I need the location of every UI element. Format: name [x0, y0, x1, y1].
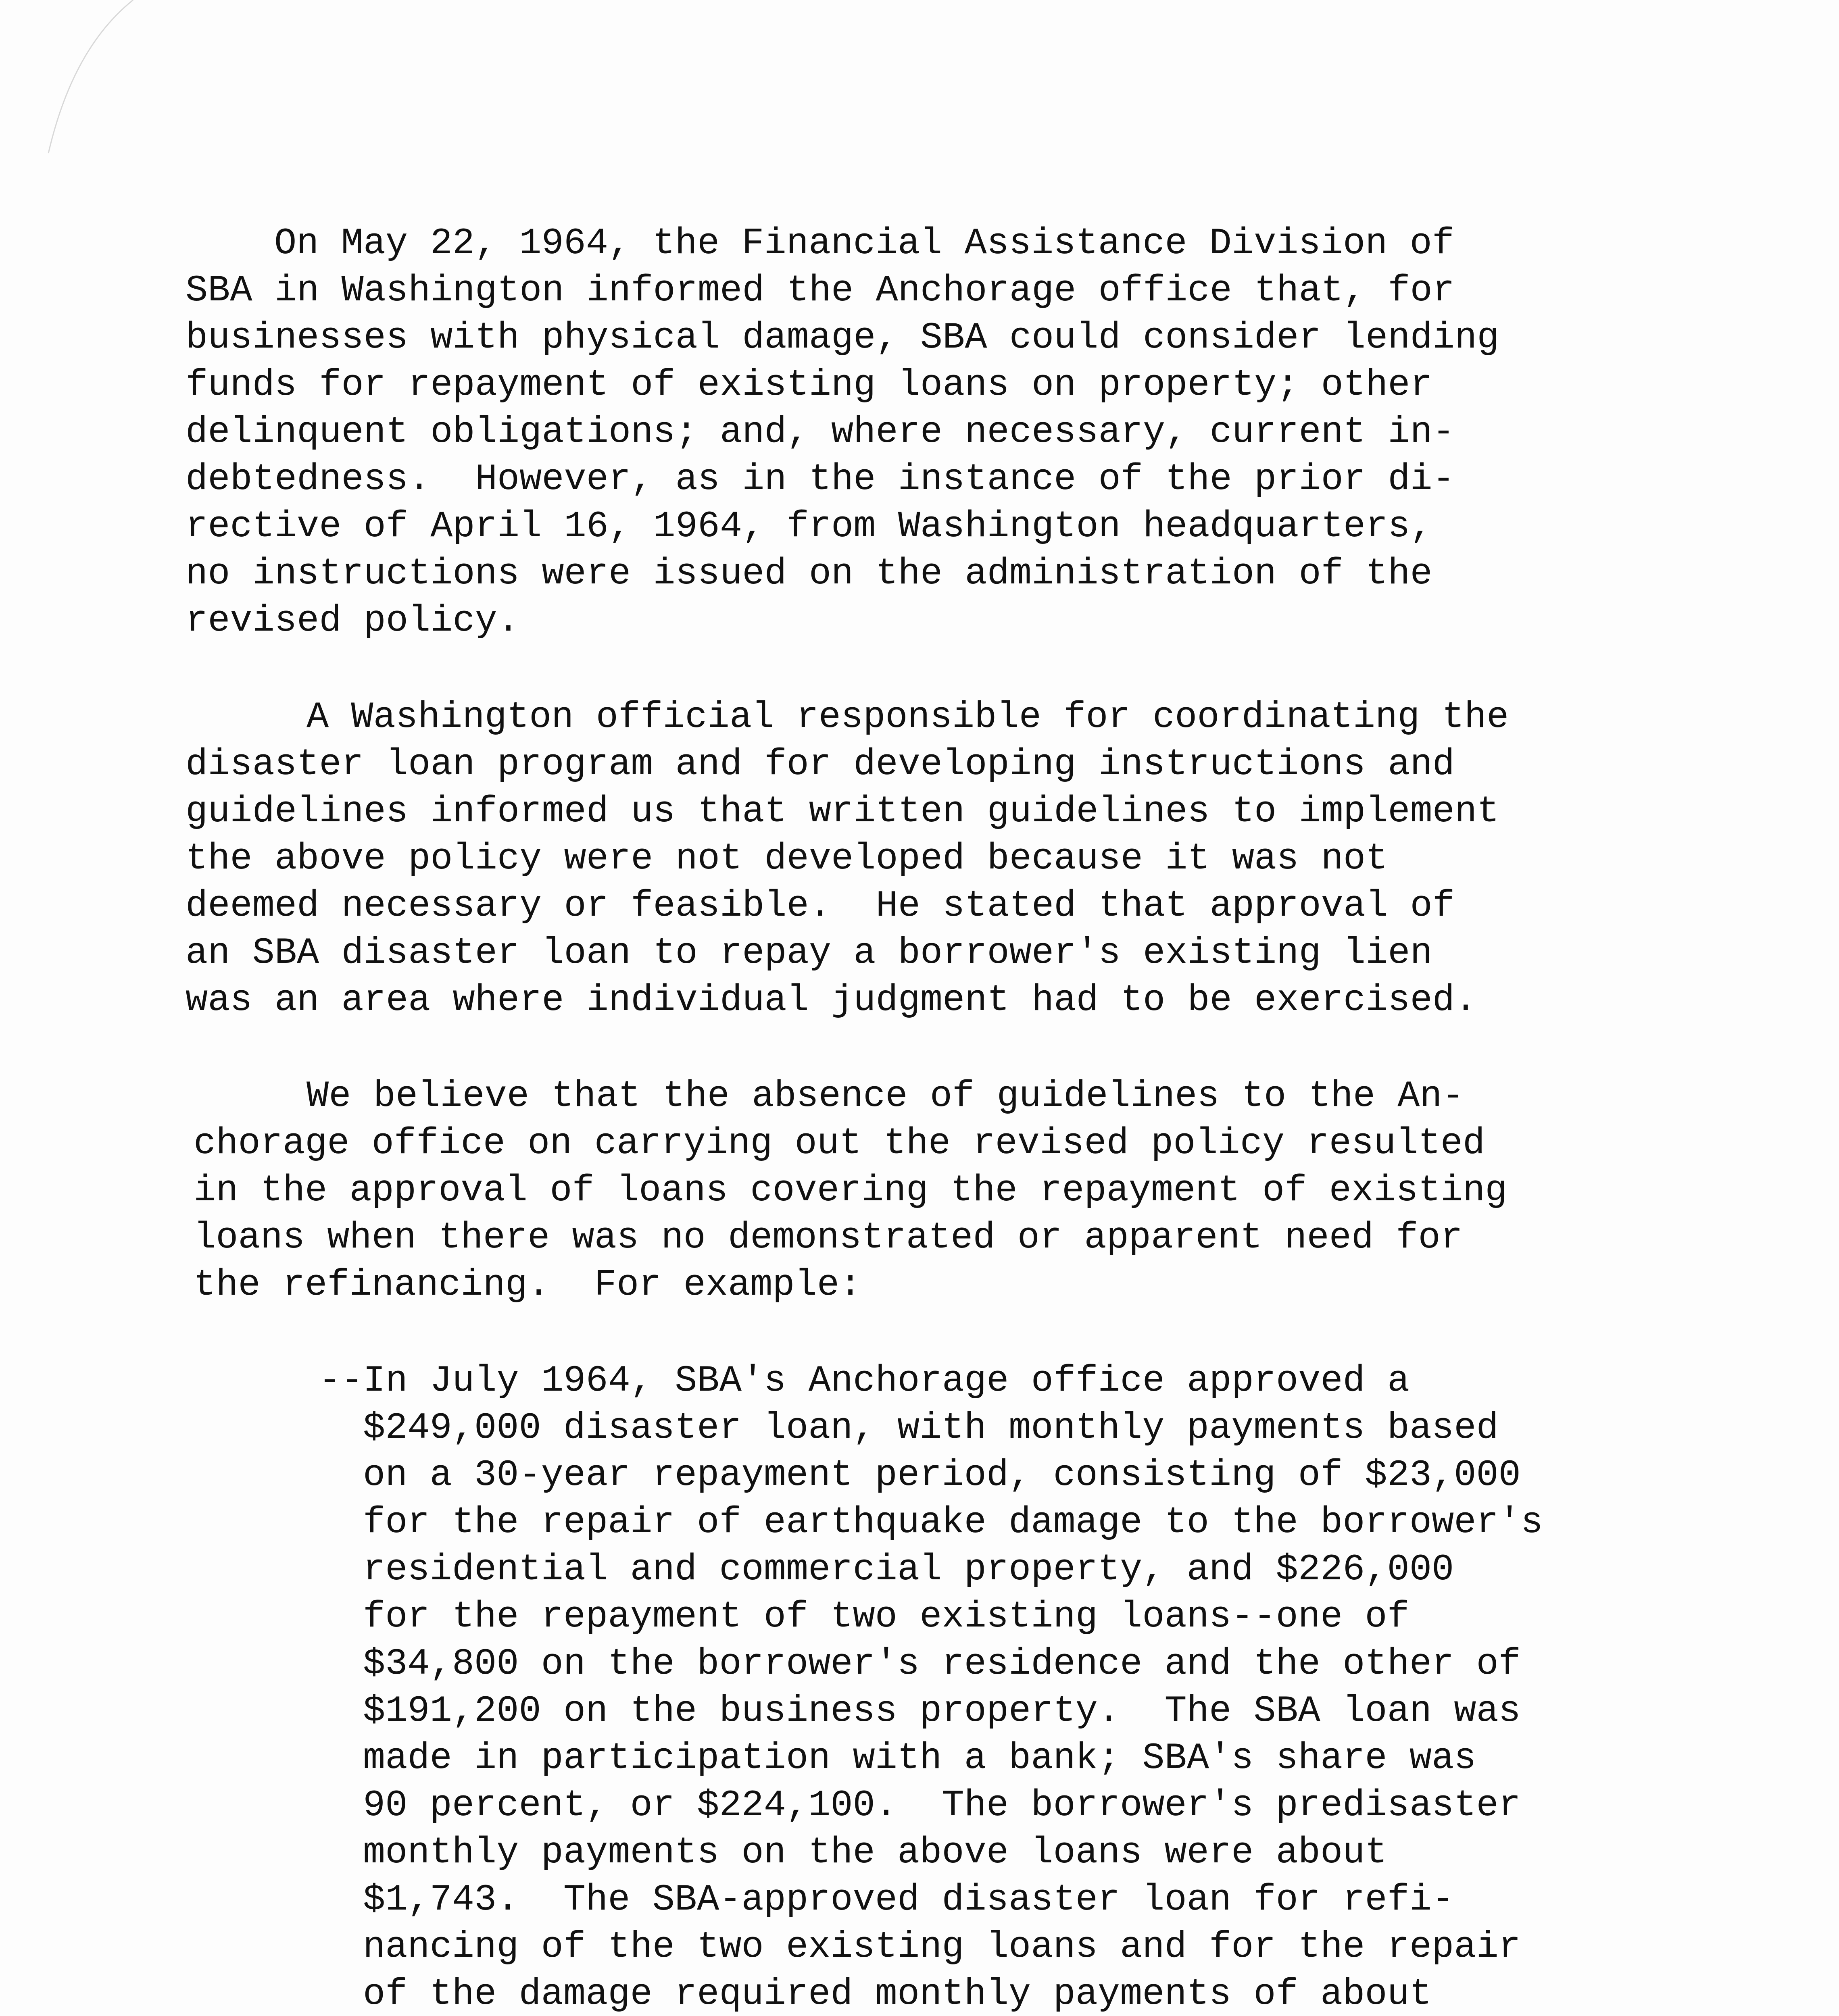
text-line: A Washington official responsible for coordinating the	[306, 696, 1509, 738]
text-line: for the repair of earthquake damage to the borrower's	[363, 1501, 1543, 1543]
text-line: monthly payments on the above loans were about	[363, 1831, 1387, 1874]
text-line: delinquent obligations; and, where necessary, current in-	[186, 411, 1455, 453]
text-line: revised policy.	[186, 600, 520, 642]
text-line: in the approval of loans covering the repayment of existing	[194, 1169, 1507, 1212]
text-line: the refinancing. For example:	[194, 1264, 862, 1306]
text-line: We believe that the absence of guidelines to the An-	[306, 1075, 1464, 1117]
page-corner-mark	[0, 0, 169, 169]
text-line: funds for repayment of existing loans on property; other	[186, 364, 1432, 406]
text-line: SBA in Washington informed the Anchorage office that, for	[186, 269, 1455, 312]
text-line: debtedness. However, as in the instance of the prior di-	[186, 458, 1455, 500]
text-line: was an area where individual judgment had to be exercised.	[186, 979, 1477, 1021]
text-line: disaster loan program and for developing instructions and	[186, 743, 1455, 785]
text-line: $249,000 disaster loan, with monthly payments based	[363, 1407, 1499, 1449]
text-line: on a 30-year repayment period, consisting of $23,000	[363, 1454, 1521, 1496]
text-line: guidelines informed us that written guidelines to implement	[186, 790, 1499, 833]
text-line: --In July 1964, SBA's Anchorage office approved a	[319, 1360, 1410, 1402]
text-line: for the repayment of two existing loans--one of	[363, 1595, 1409, 1638]
text-line: the above policy were not developed because it was not	[186, 837, 1388, 880]
text-line: nancing of the two existing loans and for the repair	[363, 1926, 1521, 1968]
text-line: $1,743. The SBA-approved disaster loan for refi-	[363, 1879, 1454, 1921]
text-line: businesses with physical damage, SBA could consider lending	[186, 317, 1499, 359]
text-line: deemed necessary or feasible. He stated that approval of	[186, 885, 1455, 927]
text-line: 90 percent, or $224,100. The borrower's predisaster	[363, 1784, 1521, 1826]
text-line: On May 22, 1964, the Financial Assistance Division of	[274, 222, 1455, 264]
text-line: of the damage required monthly payments of about	[363, 1973, 1432, 2015]
text-line: made in participation with a bank; SBA's share was	[363, 1737, 1476, 1779]
text-line: $191,200 on the business property. The SBA loan was	[363, 1690, 1521, 1732]
text-line: chorage office on carrying out the revised policy resulted	[194, 1122, 1485, 1164]
text-line: $34,800 on the borrower's residence and the other of	[363, 1643, 1521, 1685]
text-line: no instructions were issued on the administration of the	[186, 552, 1432, 595]
text-line: residential and commercial property, and $226,000	[363, 1548, 1454, 1591]
text-line: rective of April 16, 1964, from Washington headquarters,	[186, 505, 1432, 548]
text-line: an SBA disaster loan to repay a borrower's existing lien	[186, 932, 1432, 974]
text-line: loans when there was no demonstrated or apparent need for	[194, 1216, 1463, 1259]
